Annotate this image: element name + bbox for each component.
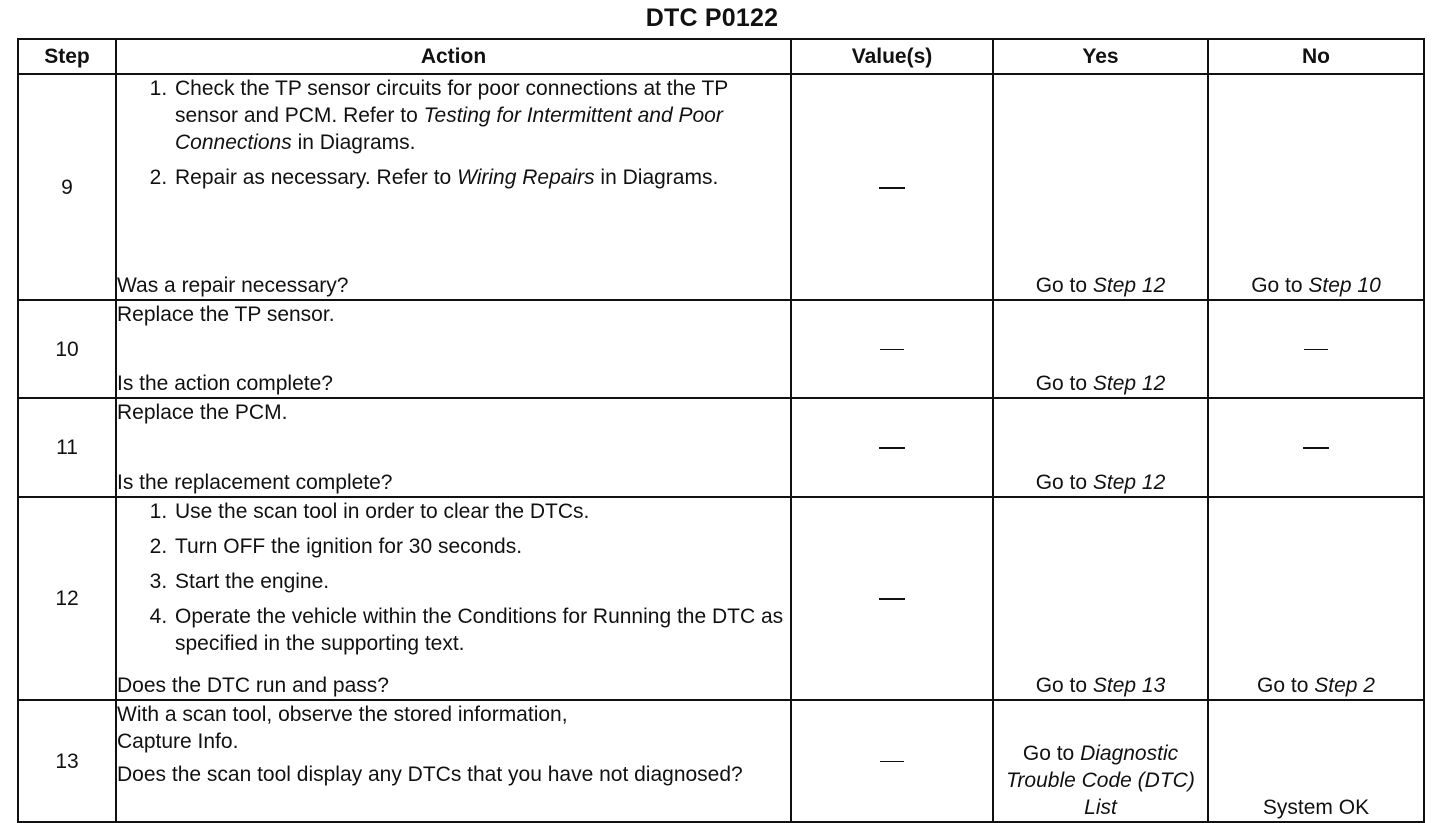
action-item: 1. Check the TP sensor circuits for poor connections at the TP sensor and PCM. Refer to Testing for Intermittent and Poor Connections in Diagrams. — [173, 75, 790, 156]
table-row — [18, 497, 1424, 700]
value-dash — [880, 349, 904, 350]
yes-cell: Go to Step 13 — [993, 497, 1208, 700]
step-number: 12 — [18, 497, 116, 700]
no-result-text: System OK — [1262, 796, 1370, 819]
yes-cell: Go to Step 12 — [993, 74, 1208, 300]
value-cell — [791, 300, 993, 398]
document-title: DTC P0122 — [645, 4, 779, 32]
no-cell: Go to Step 10 — [1208, 74, 1424, 300]
header-values: Value(s) — [791, 39, 993, 74]
action-text: Replace the TP sensor. — [117, 303, 335, 326]
no-dash — [1304, 349, 1328, 350]
step-number: 13 — [18, 700, 116, 822]
value-cell — [791, 497, 993, 700]
yes-step-link: Step 12 — [1092, 372, 1166, 395]
no-step-link: Step 2 — [1314, 674, 1375, 697]
step-number: 10 — [18, 300, 116, 398]
action-item: 1. Use the scan tool in order to clear the DTCs. — [173, 498, 790, 525]
reference-link: Wiring Repairs — [457, 166, 595, 189]
yes-cell: Go to Diagnostic Trouble Code (DTC) List — [993, 700, 1208, 822]
yes-cell: Go to Step 12 — [993, 398, 1208, 497]
no-cell — [1208, 700, 1424, 822]
no-step-link: Step 10 — [1308, 274, 1381, 297]
header-yes: Yes — [993, 39, 1208, 74]
action-item: 2. Repair as necessary. Refer to Wiring Repairs in Diagrams. — [173, 164, 790, 191]
value-cell — [791, 398, 993, 497]
value-cell — [791, 74, 993, 300]
action-question: Is the replacement complete? — [117, 471, 393, 494]
action-item: 2. Turn OFF the ignition for 30 seconds. — [173, 533, 790, 560]
no-cell — [1208, 398, 1424, 497]
action-text: Replace the PCM. — [117, 401, 288, 424]
action-cell — [116, 700, 791, 822]
diagnostic-table — [17, 38, 1425, 823]
table-row — [18, 300, 1424, 398]
yes-cell: Go to Step 12 — [993, 300, 1208, 398]
header-step: Step — [18, 39, 116, 74]
action-item: 4. Operate the vehicle within the Conditions for Running the DTC as specified in the supporting text. — [173, 603, 790, 657]
action-list — [117, 498, 790, 661]
yes-step-link: Step 12 — [1092, 274, 1166, 297]
action-question: Does the DTC run and pass? — [117, 674, 389, 697]
yes-step-link: Step 12 — [1092, 471, 1166, 494]
step-number: 11 — [18, 398, 116, 497]
header-no: No — [1208, 39, 1424, 74]
action-question: Is the action complete? — [117, 372, 333, 395]
action-cell — [116, 398, 791, 497]
yes-step-link: Diagnostic Trouble Code (DTC) List — [1006, 742, 1195, 819]
table-row — [18, 74, 1424, 300]
table-row — [18, 700, 1424, 822]
action-cell — [116, 497, 791, 700]
action-item: 3. Start the engine. — [173, 568, 790, 595]
action-question: Does the scan tool display any DTCs that you have not diagnosed? — [117, 763, 743, 786]
step-number: 9 — [18, 74, 116, 300]
action-cell — [116, 74, 791, 300]
no-cell: Go to Step 2 — [1208, 497, 1424, 700]
action-text: Capture Info. — [117, 730, 239, 753]
header-action: Action — [116, 39, 791, 74]
action-list — [117, 75, 790, 195]
header-row — [18, 39, 1424, 74]
value-dash — [879, 447, 905, 449]
table-row — [18, 398, 1424, 497]
no-cell — [1208, 300, 1424, 398]
action-cell — [116, 300, 791, 398]
value-cell — [791, 700, 993, 822]
no-dash — [1303, 447, 1329, 449]
yes-step-link: Step 13 — [1092, 674, 1166, 697]
value-dash — [879, 187, 905, 189]
action-text: With a scan tool, observe the stored information, — [117, 703, 568, 726]
value-dash — [880, 761, 904, 762]
reference-link: Testing for Intermittent and Poor Connections — [175, 104, 723, 154]
value-dash — [879, 598, 905, 600]
action-question: Was a repair necessary? — [117, 274, 349, 297]
